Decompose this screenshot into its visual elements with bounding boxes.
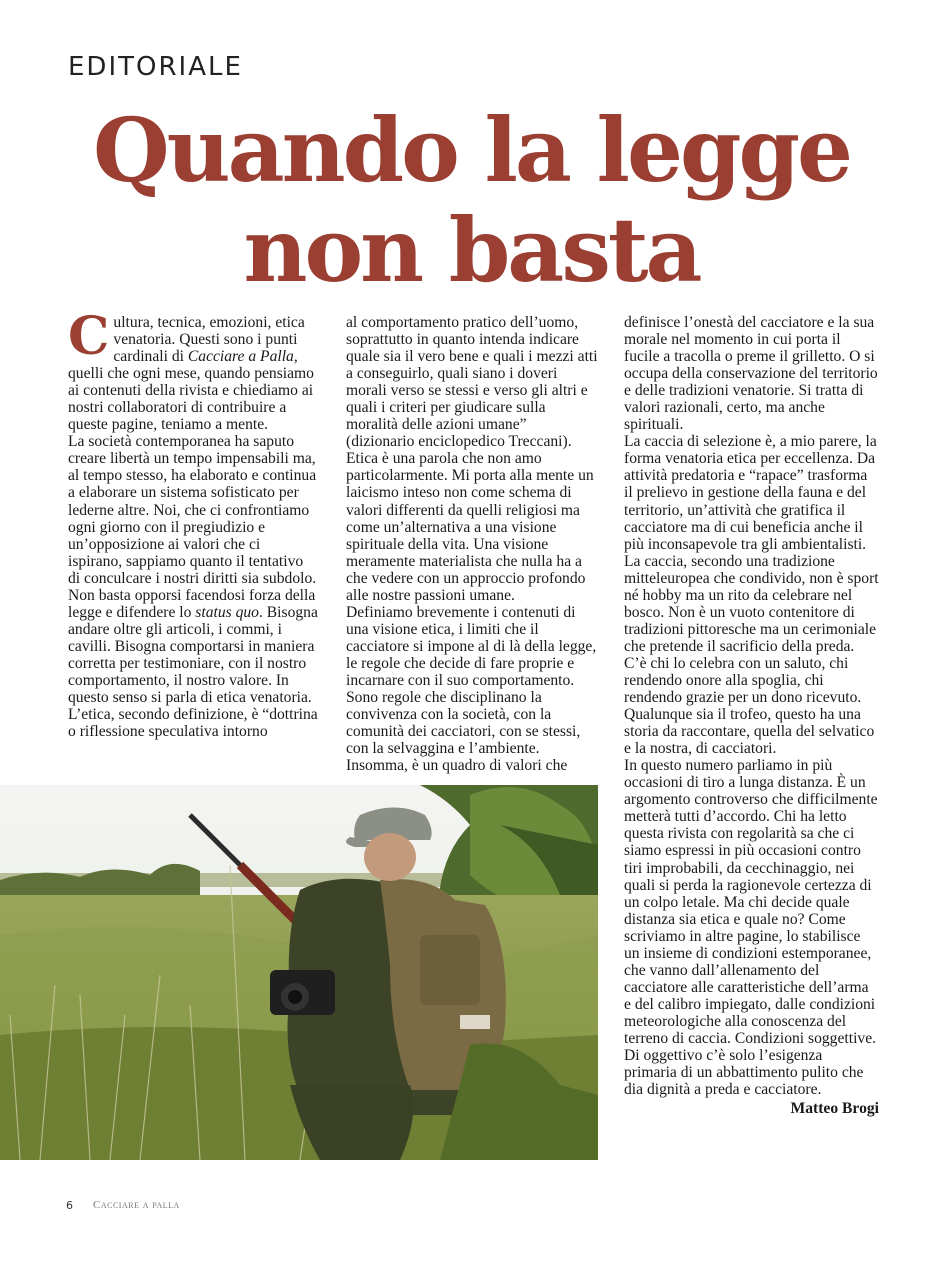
text-run: , quelli che ogni mese, quando pensiamo ai contenuti della rivista e chiediamo ai nostri collaboratori di contribuire a queste pagine, teniamo a mente. [68,348,314,434]
headline-line-2: non basta [243,198,700,302]
section-label: EDITORIALE [68,52,243,82]
hunter-photo [0,785,598,1160]
page-number: 6 [66,1199,73,1212]
hunter-photo-illustration [0,785,598,1160]
paragraph: definisce l’onestà del cacciatore e la sua morale nel momento in cui porta il fucile a tracolla o preme il grilletto. O si occupa della conservazione del territorio e delle tradizioni venatorie. Si tratta di valori razionali, certo, ma anche spirituali. [624,314,878,434]
article-column-2 [346,314,598,774]
status-quo-italic: status quo [195,603,259,621]
text-run: ultura, tecnica, emozioni, etica venatoria. Questi sono i punti cardinali di [113,314,305,366]
paragraph [68,433,318,706]
paragraph: al comportamento pratico dell’uomo, soprattutto in quanto intenda indicare quale sia il vero bene e quali i mezzi atti a conseguirlo, quali siano i doveri morali verso se stessi e verso gli altri e quali i criteri per giudicare sulla moralità delle azioni umane” (dizionario enciclopedico Treccani). Etica è una parola che non amo particolarmente. Mi porta alla mente un laicismo inteso non come schema di valori differenti da quelli religiosi ma come un’alternativa a una visione spirituale della vita. Una visione meramente materialista che nulla ha a che vedere con un approccio profondo alle nostre passioni umane. [346,314,598,604]
author-signature: Matteo Brogi [790,1100,879,1118]
text-run: . Bisogna andare oltre gli articoli, i commi, i cavilli. Bisogna comportarsi in maniera corretta per testimoniare, con il nostro comportamento, il nostro valore. In questo senso si parla di etica venatoria. [68,603,318,707]
drop-cap: C [68,306,110,367]
paragraph [68,306,318,434]
magazine-title-italic: Cacciare a Palla [187,348,294,366]
paragraph: La caccia di selezione è, a mio parere, la forma venatoria etica per eccellenza. Da attività predatoria e “rapace” trasforma il prelievo in gestione della fauna e del territorio, un’attività che gratifica il cacciatore ma di cui beneficia anche il più inconsapevole tra gli ambientalisti. [624,433,877,553]
paragraph: Definiamo brevemente i contenuti di una visione etica, i limiti che il cacciatore si impone al di là della legge, le regole che decide di fare proprie e incarnare con il suo comportamento. Sono regole che disciplinano la convivenza con la società, con la comunità dei cacciatori, con se stessi, con la selvaggina e l’ambiente. Insomma, è un quadro di valori che [346,603,597,775]
headline [0,100,943,300]
article-column-1 [68,306,318,741]
magazine-name: Cacciare a palla [93,1199,180,1211]
paragraph: In questo numero parliamo in più occasioni di tiro a lunga distanza. È un argomento controverso che difficilmente metterà tutti d’accordo. Chi ha letto questa rivista con regolarità sa che ci siamo espressi in più occasioni contro tiri improbabili, da cecchinaggio, nei quali si perda la ragionevole certezza di un colpo letale. Ma chi decide quale distanza sia etica e quale no? Come scriviamo in altre pagine, lo stabilisce un insieme di condizioni estemporanee, che vanno dall’allenamento del cacciatore alle caratteristiche dell’arma e del calibro impiegato, dalle condizioni meteorologiche alla conoscenza del terreno di caccia. Condizioni soggettive. Di oggettivo c’è solo l’esigenza primaria di un abbattimento pulito che dia dignità a preda e cacciatore. [624,757,878,1099]
headline-line-1: Quando la legge [92,98,851,202]
text-run: La società contemporanea ha saputo creare libertà un tempo impensabili ma, al tempo stesso, ha elaborato e continua a elaborare un sistema sofisticato per lederne altre. Noi, che ci confrontiamo ogni giorno con il pregiudizio e un’opposizione ai valori che ci ispirano, sappiamo quanto il tentativo di conculcare i nostri diritti sia subdolo. Non basta opporsi facendosi forza della legge e difendere lo [68,433,317,621]
paragraph: L’etica, secondo definizione, è “dottrina o riflessione speculativa intorno [68,706,318,741]
article-column-3 [624,314,879,1117]
paragraph: La caccia, secondo una tradizione mitteleuropea che condivido, non è sport né hobby ma un rito da celebrare nel bosco. Non è un vuoto contenitore di tradizioni pittoresche ma un cerimoniale che pretende il sacrificio della preda. C’è chi lo celebra con un saluto, chi rendendo onore alla spoglia, chi rendendo grazie per un dono ricevuto. Qualunque sia il trofeo, questo ha una storia da raccontare, quella del selvatico e la nostra, di cacciatori. [624,552,879,758]
